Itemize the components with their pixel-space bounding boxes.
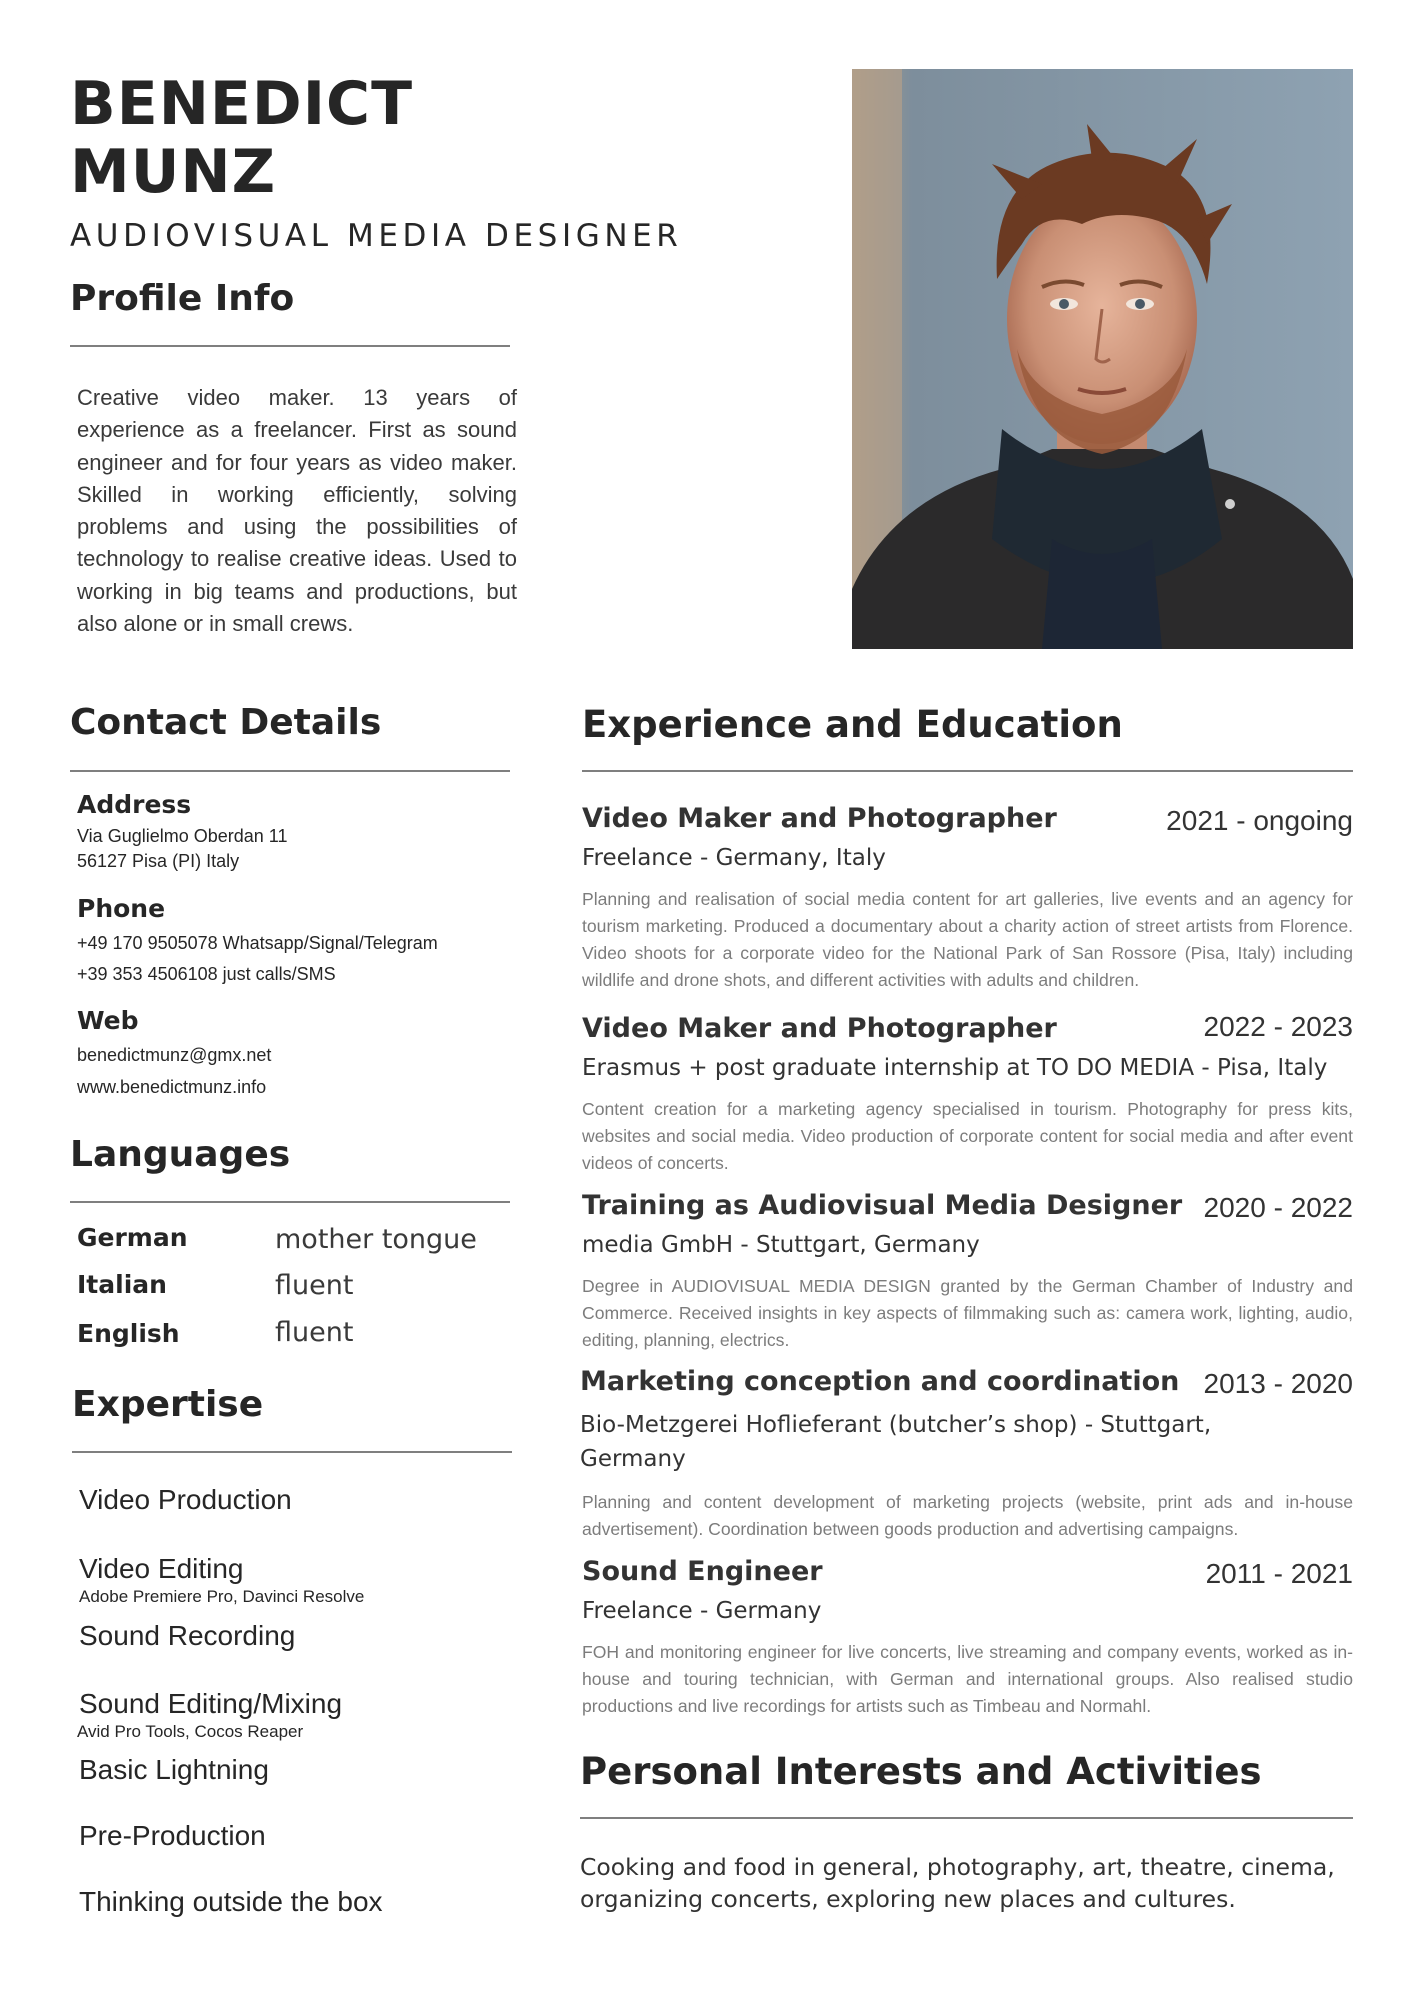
languages-divider bbox=[70, 1201, 510, 1203]
job-organization: Freelance - Germany, Italy bbox=[582, 845, 886, 871]
job-title: Sound Engineer bbox=[582, 1556, 823, 1587]
job-subtitle: AUDIOVISUAL MEDIA DESIGNER bbox=[70, 218, 683, 254]
job-organization: Erasmus + post graduate internship at TO DO MEDIA - Pisa, Italy bbox=[582, 1055, 1328, 1081]
language-level: fluent bbox=[275, 1317, 354, 1348]
phone-label: Phone bbox=[77, 894, 166, 923]
phone-line-2: +39 353 4506108 just calls/SMS bbox=[77, 964, 336, 984]
address-label: Address bbox=[77, 790, 192, 819]
contact-divider bbox=[70, 770, 510, 772]
job-dates: 2013 - 2020 bbox=[1203, 1368, 1353, 1399]
skill-detail: Avid Pro Tools, Cocos Reaper bbox=[77, 1722, 304, 1741]
interests-text: Cooking and food in general, photography, art, theatre, cinema, organizing concerts, exploring new places and cultures. bbox=[580, 1853, 1335, 1913]
name-last: MUNZ bbox=[70, 137, 277, 207]
job-organization: Freelance - Germany bbox=[582, 1598, 822, 1624]
web-label: Web bbox=[77, 1006, 139, 1035]
skill-detail: Adobe Premiere Pro, Davinci Resolve bbox=[79, 1587, 365, 1606]
contact-heading: Contact Details bbox=[70, 702, 382, 743]
job-description: FOH and monitoring engineer for live concerts, live streaming and company events, worked as in-house and touring technician, with German and international groups. Also realised studio productions and live recordings for artists such as Timbeau and Normahl. bbox=[582, 1642, 1353, 1716]
job-description: Planning and content development of marketing projects (website, print ads and in-house advertisement). Coordination between goods production and advertising campaigns. bbox=[582, 1492, 1353, 1539]
job-dates: 2011 - 2021 bbox=[1205, 1558, 1353, 1589]
expertise-divider bbox=[72, 1451, 512, 1453]
language-name: English bbox=[77, 1319, 180, 1348]
job-description: Content creation for a marketing agency specialised in tourism. Photography for press kits, websites and social media. Video production of corporate content for social media and after event videos of concerts. bbox=[582, 1099, 1353, 1173]
languages-heading: Languages bbox=[70, 1134, 291, 1175]
job-organization: media GmbH - Stuttgart, Germany bbox=[582, 1232, 980, 1258]
profile-text: Creative video maker. 13 years of experience as a freelancer. First as sound engineer and for four years as video maker. Skilled in working efficiently, solving problems and using the possibilities of technology to realise creative ideas. Used to working in big teams and productions, but also alone or in small crews. bbox=[77, 385, 517, 637]
job-title: Video Maker and Photographer bbox=[582, 1013, 1057, 1044]
name-first: BENEDICT bbox=[70, 69, 414, 139]
profile-photo bbox=[852, 69, 1353, 649]
expertise-heading: Expertise bbox=[72, 1384, 264, 1425]
job-dates: 2022 - 2023 bbox=[1203, 1011, 1353, 1042]
job-organization: Bio-Metzgerei Hoflieferant (butcher’s shop) - Stuttgart, Germany bbox=[580, 1412, 1212, 1472]
experience-heading: Experience and Education bbox=[582, 703, 1123, 746]
job-dates: 2021 - ongoing bbox=[1166, 805, 1353, 836]
language-name: German bbox=[77, 1223, 188, 1252]
profile-heading: Profile Info bbox=[70, 278, 295, 319]
profile-divider bbox=[70, 345, 510, 347]
interests-divider bbox=[580, 1817, 1353, 1819]
skill-item: Video Editing bbox=[79, 1553, 244, 1584]
phone-line-1: +49 170 9505078 Whatsapp/Signal/Telegram bbox=[77, 933, 438, 953]
skill-item: Pre-Production bbox=[79, 1820, 266, 1851]
job-description: Planning and realisation of social media content for art galleries, live events and an agency for tourism marketing. Produced a documentary about a charity action of street artists from Florence. Video shoots for a corporate video for the National Park of San Rossore (Pisa, Italy) including wildlife and drone shots, and different activities with adults and children. bbox=[582, 889, 1353, 990]
language-level: mother tongue bbox=[275, 1224, 477, 1255]
skill-item: Thinking outside the box bbox=[79, 1886, 383, 1917]
job-title: Training as Audiovisual Media Designer bbox=[582, 1190, 1183, 1221]
language-name: Italian bbox=[77, 1270, 167, 1299]
address-line-2: 56127 Pisa (PI) Italy bbox=[77, 851, 240, 871]
skill-item: Sound Recording bbox=[79, 1620, 296, 1651]
skill-item: Basic Lightning bbox=[79, 1754, 269, 1785]
experience-divider bbox=[582, 770, 1353, 772]
website-link[interactable]: www.benedictmunz.info bbox=[77, 1077, 267, 1097]
job-title: Video Maker and Photographer bbox=[582, 803, 1057, 834]
job-description: Degree in AUDIOVISUAL MEDIA DESIGN granted by the German Chamber of Industry and Commerce. Received insights in key aspects of filmmaking such as: camera work, lighting, audio, editing, planning, electrics. bbox=[582, 1276, 1353, 1350]
job-dates: 2020 - 2022 bbox=[1203, 1192, 1353, 1223]
address-line-1: Via Guglielmo Oberdan 11 bbox=[77, 826, 288, 846]
interests-heading: Personal Interests and Activities bbox=[580, 1750, 1262, 1793]
candidate-name bbox=[70, 70, 630, 206]
job-title: Marketing conception and coordination bbox=[580, 1366, 1180, 1397]
language-level: fluent bbox=[275, 1270, 354, 1301]
skill-item: Sound Editing/Mixing bbox=[79, 1688, 343, 1719]
skill-item: Video Production bbox=[79, 1484, 292, 1515]
email-link[interactable]: benedictmunz@gmx.net bbox=[77, 1045, 272, 1065]
